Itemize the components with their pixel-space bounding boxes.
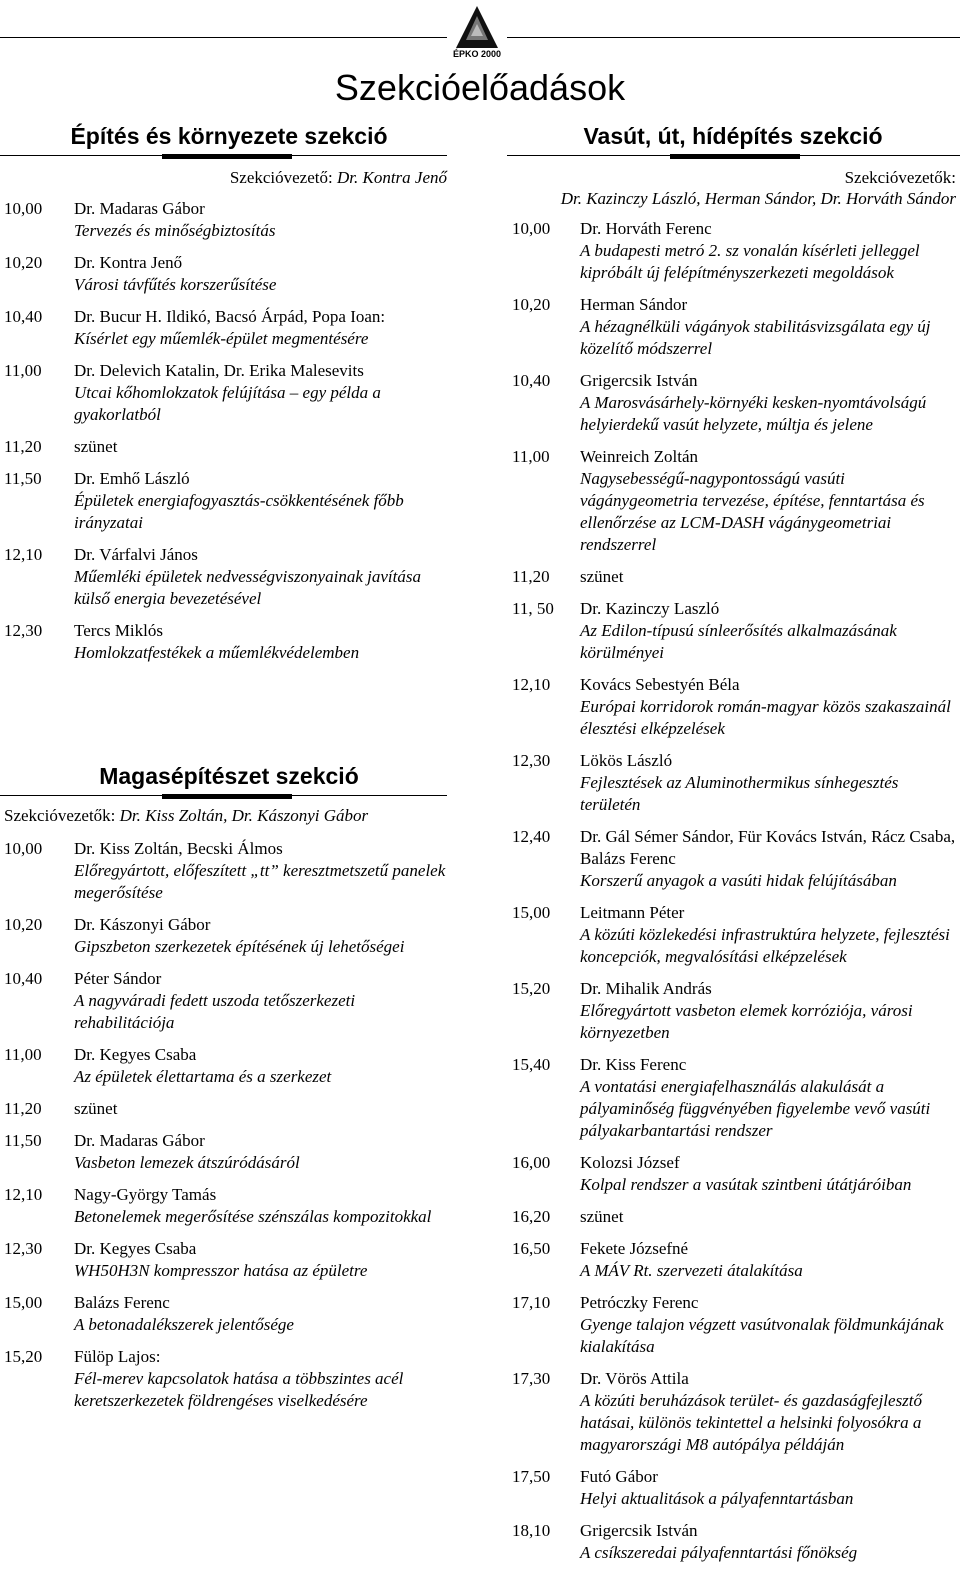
entry-title: Utcai kőhomlokzatok felújítása – egy példa a gyakorlatból — [74, 383, 381, 424]
schedule-entry — [512, 446, 958, 556]
entry-speaker: Dr. Várfalvi János — [74, 545, 198, 564]
entry-speaker: Lökös László — [580, 751, 673, 770]
entry-time: 15,20 — [512, 979, 551, 998]
schedule-entry — [4, 620, 447, 664]
entry-title: A MÁV Rt. szervezeti átalakítása — [580, 1261, 803, 1280]
entry-time: 10,20 — [4, 915, 43, 934]
entry-time: 12,10 — [512, 675, 551, 694]
entry-title: WH50H3N kompresszor hatása az épületre — [74, 1261, 368, 1280]
schedule-entry — [4, 838, 447, 904]
entry-time: 12,10 — [4, 1185, 43, 1204]
schedule-entry — [512, 218, 958, 284]
section-leaders — [0, 167, 447, 188]
entry-speaker: Dr. Bucur H. Ildikó, Bacsó Árpád, Popa Ioan: — [74, 307, 386, 326]
schedule-entry — [512, 1238, 958, 1282]
entry-speaker: Dr. Delevich Katalin, Dr. Erika Malesevits — [74, 361, 364, 380]
entry-speaker: Dr. Kászonyi Gábor — [74, 915, 211, 934]
entry-time: 17,10 — [512, 1293, 551, 1312]
leaders-names: Dr. Kiss Zoltán, Dr. Kászonyi Gábor — [119, 806, 369, 825]
entry-title: Helyi aktualitások a pályafenntartásban — [580, 1489, 854, 1508]
entry-title: Tervezés és minőségbiztosítás — [74, 221, 276, 240]
leaders-names: Dr. Kazinczy László, Herman Sándor, Dr. Horváth Sándor — [560, 189, 956, 208]
entry-speaker: Dr. Gál Sémer Sándor, Für Kovács István, Rácz Csaba, Balázs Ferenc — [580, 827, 956, 868]
entry-time: 11,50 — [4, 1131, 42, 1150]
entry-title: Európai korridorok román-magyar közös szakaszainál élesztési elképzelések — [580, 697, 951, 738]
entry-time: 15,40 — [512, 1055, 551, 1074]
entry-time: 11,00 — [4, 1045, 42, 1064]
entry-time: 17,30 — [512, 1369, 551, 1388]
entry-title: Előregyártott vasbeton elemek korróziója, városi környezetben — [580, 1001, 913, 1042]
entry-speaker: Herman Sándor — [580, 295, 688, 314]
entry-title: A nagyváradi fedett uszoda tetőszerkezeti rehabilitációja — [74, 991, 356, 1032]
entry-title: Városi távfűtés korszerűsítése — [74, 275, 277, 294]
leaders-label: Szekcióvezetők: — [4, 806, 120, 825]
schedule-entry — [4, 968, 447, 1034]
entry-speaker: Grigercsik István — [580, 1521, 698, 1540]
entry-time: 10,20 — [512, 295, 551, 314]
entry-speaker: Petróczky Ferenc — [580, 1293, 699, 1312]
schedule-entry — [512, 902, 958, 968]
schedule-entry — [4, 544, 447, 610]
entry-speaker: Dr. Madaras Gábor — [74, 1131, 205, 1150]
logo-text: ÉPKO 2000 — [452, 49, 502, 59]
schedule-entry — [4, 252, 447, 296]
entry-speaker: Kolozsi József — [580, 1153, 680, 1172]
entry-speaker: Dr. Madaras Gábor — [74, 199, 205, 218]
leaders-label: Szekcióvezetők: — [844, 168, 956, 187]
entry-time: 10,40 — [512, 371, 551, 390]
entry-title: Gyenge talajon végzett vasútvonalak földmunkájának kialakítása — [580, 1315, 944, 1356]
entry-time: 11, 50 — [512, 599, 554, 618]
section-leaders-names — [507, 188, 956, 209]
section-leaders — [4, 805, 447, 826]
entry-title: Kísérlet egy műemlék-épület megmentésére — [74, 329, 369, 348]
entry-time: 11,20 — [4, 437, 42, 456]
entry-time: 11,00 — [512, 447, 550, 466]
entry-speaker: Dr. Vörös Attila — [580, 1369, 689, 1388]
schedule-entry — [512, 1292, 958, 1358]
entry-time: 15,00 — [4, 1293, 43, 1312]
schedule-entry — [4, 436, 447, 458]
entry-speaker: Dr. Mihalik András — [580, 979, 712, 998]
entry-title: A vontatási energiafelhasználás alakulását a pályaminőség függvényében figyelembe vevő vasúti pályakarbantartási rendszer — [580, 1077, 931, 1140]
schedule-entry — [4, 1292, 447, 1336]
schedule-entry — [4, 914, 447, 958]
entry-time: 18,10 — [512, 1521, 551, 1540]
entry-title: A Marosvásárhely-környéki kesken-nyomtávolságú helyierdekű vasút helyzete, múltja és jelene — [580, 393, 927, 434]
entry-time: 16,20 — [512, 1207, 551, 1226]
entry-time: 15,00 — [512, 903, 551, 922]
header-rule-right — [507, 37, 960, 38]
section-bar — [162, 154, 292, 159]
schedule-entry — [512, 826, 958, 892]
schedule-entry — [512, 566, 958, 588]
entry-title: Műemléki épületek nedvességviszonyainak javítása külső energia bevezetésével — [74, 567, 421, 608]
entry-time: 11,20 — [512, 567, 550, 586]
entry-speaker: Kovács Sebestyén Béla — [580, 675, 740, 694]
entry-speaker: Balázs Ferenc — [74, 1293, 170, 1312]
entry-title: A közúti közlekedési infrastruktúra helyzete, fejlesztési koncepciók, megvalósítási elképzelések — [580, 925, 950, 966]
schedule-entry — [4, 1184, 447, 1228]
entry-speaker: Dr. Emhő László — [74, 469, 190, 488]
schedule-entry — [512, 1054, 958, 1142]
entry-time: 11,00 — [4, 361, 42, 380]
section-bar — [670, 154, 800, 159]
entry-time: 10,00 — [4, 199, 43, 218]
header-rule-left — [0, 37, 447, 38]
page-title: Szekcióelőadások — [334, 67, 626, 108]
leaders-names: Dr. Kontra Jenő — [336, 168, 447, 187]
entry-time: 12,40 — [512, 827, 551, 846]
entry-speaker: Grigercsik István — [580, 371, 698, 390]
entry-title: Az Edilon-típusú sínleerősítés alkalmazásának körülményei — [580, 621, 897, 662]
schedule-entry — [4, 1098, 447, 1120]
entry-speaker: Dr. Horváth Ferenc — [580, 219, 712, 238]
schedule-entry — [512, 1206, 958, 1228]
entry-time: 10,00 — [4, 839, 43, 858]
left-bottom-schedule — [4, 838, 447, 1422]
schedule-entry — [512, 598, 958, 664]
entry-speaker: Weinreich Zoltán — [580, 447, 699, 466]
schedule-entry — [512, 370, 958, 436]
leaders-label: Szekcióvezető: — [229, 168, 337, 187]
entry-time: 10,40 — [4, 969, 43, 988]
schedule-entry — [512, 750, 958, 816]
entry-speaker: Dr. Kiss Ferenc — [580, 1055, 687, 1074]
schedule-entry — [4, 1238, 447, 1282]
entry-speaker: Futó Gábor — [580, 1467, 658, 1486]
entry-time: 10,40 — [4, 307, 43, 326]
entry-speaker: szünet — [580, 1207, 624, 1226]
entry-time: 12,10 — [4, 545, 43, 564]
entry-title: Előregyártott, előfeszített „tt” keresztmetszetű panelek megerősítése — [74, 861, 446, 902]
entry-title: Nagysebességű-nagypontosságú vasúti vágánygeometria tervezése, építése, fenntartása és ellenőrzése az LCM-DASH vágánygeometriai rendszerrel — [580, 469, 925, 554]
schedule-entry — [4, 198, 447, 242]
entry-time: 16,00 — [512, 1153, 551, 1172]
entry-speaker: Leitmann Péter — [580, 903, 685, 922]
schedule-entry — [512, 1466, 958, 1510]
entry-speaker: szünet — [74, 437, 118, 456]
schedule-entry — [512, 1368, 958, 1456]
entry-title: Az épületek élettartama és a szerkezet — [74, 1067, 332, 1086]
entry-title: Épületek energiafogyasztás-csökkentésének főbb irányzatai — [74, 491, 404, 532]
entry-title: A közúti beruházások terület- és gazdaságfejlesztő hatásai, különös tekintettel a helsinki folyosókra a magyarországi M8 autópálya példáján — [580, 1391, 923, 1454]
schedule-entry — [512, 294, 958, 360]
entry-speaker: Dr. Kontra Jenő — [74, 253, 183, 272]
entry-speaker: szünet — [74, 1099, 118, 1118]
schedule-entry — [512, 674, 958, 740]
entry-speaker: szünet — [580, 567, 624, 586]
schedule-entry — [512, 1520, 958, 1564]
schedule-entry — [4, 360, 447, 426]
entry-speaker: Dr. Kegyes Csaba — [74, 1045, 197, 1064]
entry-title: A budapesti metró 2. sz vonalán kísérleti jelleggel kipróbált új felépítményszerkezeti megoldások — [580, 241, 920, 282]
entry-title: A csíkszeredai pályafenntartási főnökség — [580, 1543, 858, 1562]
entry-speaker: Dr. Kegyes Csaba — [74, 1239, 197, 1258]
section-leaders — [507, 167, 956, 188]
entry-speaker: Dr. Kiss Zoltán, Becski Álmos — [74, 839, 283, 858]
schedule-entry — [4, 468, 447, 534]
entry-title: Homlokzatfestékek a műemlékvédelemben — [74, 643, 360, 662]
right-schedule — [512, 218, 958, 1574]
entry-time: 12,30 — [512, 751, 551, 770]
section-bar — [162, 794, 292, 799]
entry-speaker: Nagy-György Tamás — [74, 1185, 217, 1204]
entry-speaker: Fülöp Lajos: — [74, 1347, 161, 1366]
entry-title: Vasbeton lemezek átszúródásáról — [74, 1153, 300, 1172]
section-title-epites: Építés és környezete szekció — [70, 123, 388, 149]
left-top-schedule — [4, 198, 447, 674]
entry-time: 11,20 — [4, 1099, 42, 1118]
entry-title: Fejlesztések az Aluminothermikus sínhegesztés területén — [580, 773, 899, 814]
schedule-entry — [4, 1044, 447, 1088]
schedule-entry — [4, 1130, 447, 1174]
schedule-entry — [512, 1152, 958, 1196]
entry-time: 10,00 — [512, 219, 551, 238]
entry-title: Betonelemek megerősítése szénszálas kompozitokkal — [74, 1207, 432, 1226]
schedule-entry — [4, 306, 447, 350]
entry-speaker: Péter Sándor — [74, 969, 162, 988]
entry-title: Korszerű anyagok a vasúti hidak felújításában — [580, 871, 897, 890]
section-title-vasut: Vasút, út, hídépítés szekció — [583, 123, 883, 149]
entry-time: 17,50 — [512, 1467, 551, 1486]
entry-title: Fél-merev kapcsolatok hatása a többszintes acél keretszerkezetek földrengéses viselkedésére — [74, 1369, 404, 1410]
entry-title: A betonadalékszerek jelentősége — [74, 1315, 294, 1334]
entry-time: 11,50 — [4, 469, 42, 488]
entry-speaker: Fekete Józsefné — [580, 1239, 689, 1258]
entry-title: A hézagnélküli vágányok stabilitásvizsgálata egy új közelítő módszerrel — [580, 317, 931, 358]
entry-speaker: Tercs Miklós — [74, 621, 163, 640]
entry-time: 10,20 — [4, 253, 43, 272]
schedule-entry — [4, 1346, 447, 1412]
entry-time: 15,20 — [4, 1347, 43, 1366]
section-title-magasepiteszet: Magasépítészet szekció — [99, 763, 359, 789]
schedule-entry — [512, 978, 958, 1044]
entry-time: 12,30 — [4, 1239, 43, 1258]
entry-time: 12,30 — [4, 621, 43, 640]
entry-speaker: Dr. Kazinczy Laszló — [580, 599, 720, 618]
entry-title: Gipszbeton szerkezetek építésének új lehetőségei — [74, 937, 405, 956]
entry-title: Kolpal rendszer a vasútak szintbeni útátjáróiban — [580, 1175, 912, 1194]
entry-time: 16,50 — [512, 1239, 551, 1258]
